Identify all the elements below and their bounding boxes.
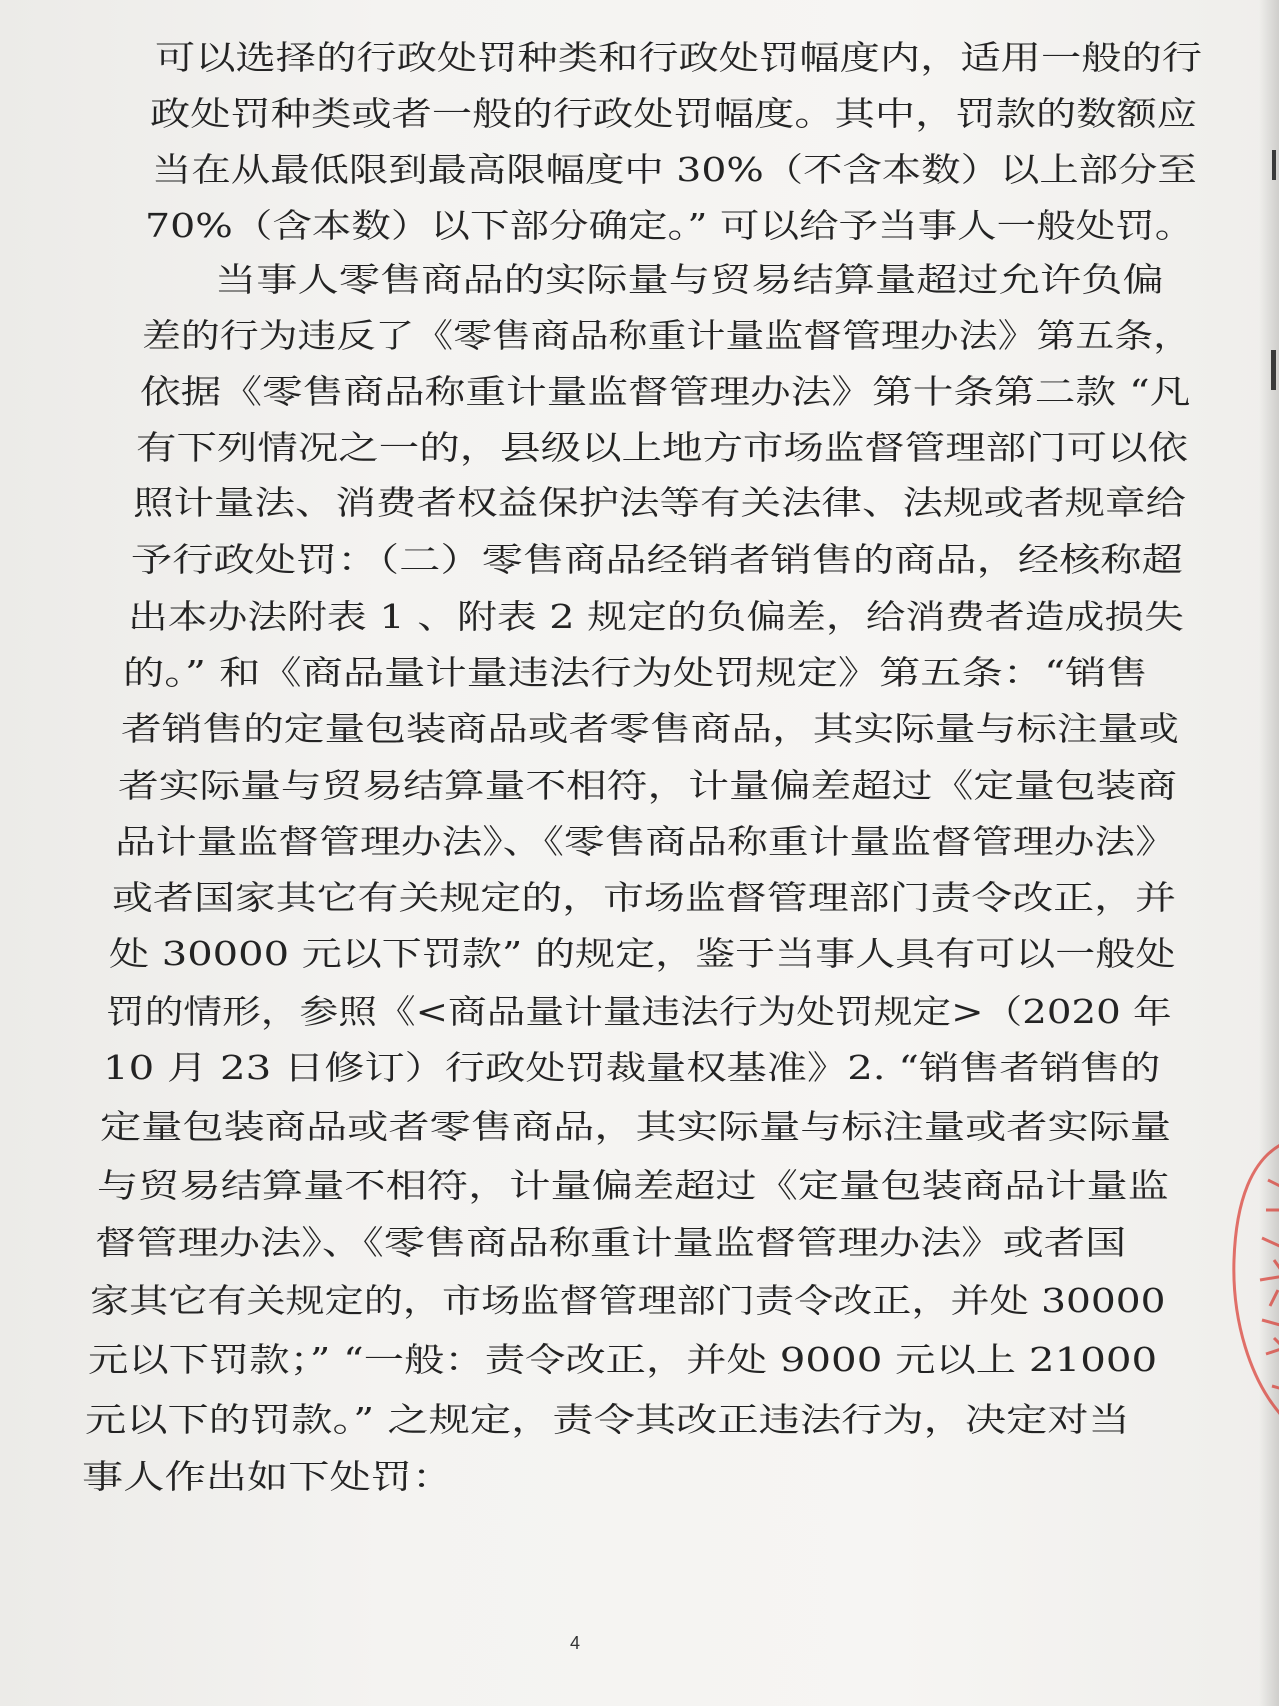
text-line: 定量包装商品或者零售商品，其实际量与标注量或者实际量 (100, 1107, 1172, 1146)
text-line: 有下列情况之一的，县级以上地方市场监督管理部门可以依 (136, 428, 1188, 467)
text-line: 家其它有关规定的，市场监督管理部门责令改正，并处 30000 (90, 1281, 1166, 1320)
text-line: 者实际量与贸易结算量不相符，计量偏差超过《定量包装商 (118, 766, 1178, 805)
text-line: 与贸易结算量不相符，计量偏差超过《定量包装商品计量监 (97, 1166, 1169, 1205)
text-line: 元以下罚款；” “一般：责令改正，并处 9000 元以上 21000 (88, 1340, 1158, 1379)
text-line: 照计量法、消费者权益保护法等有关法律、法规或者规章给 (133, 483, 1187, 522)
text-line: 元以下的罚款。” 之规定，责令其改正违法行为，决定对当 (85, 1400, 1130, 1439)
text-line: 70%（含本数）以下部分确定。” 可以给予当事人一般处罚。 (145, 206, 1195, 245)
text-line: 差的行为违反了《零售商品称重计量监督管理办法》第五条， (142, 316, 1193, 355)
text-line: 出本办法附表 1 、附表 2 规定的负偏差，给消费者造成损失 (128, 597, 1184, 636)
page-number: 4 (570, 1633, 581, 1653)
text-line: 可以选择的行政处罚种类和行政处罚幅度内，适用一般的行 (155, 38, 1203, 77)
text-line: 予行政处罚：（二）零售商品经销者销售的商品，经核称超 (131, 540, 1183, 579)
text-line: 者销售的定量包装商品或者零售商品，其实际量与标注量或 (121, 709, 1179, 748)
text-line: 当在从最低限到最高限幅度中 30%（不含本数）以上部分至 (152, 150, 1197, 189)
text-line: 依据《零售商品称重计量监督管理办法》第十条第二款 “凡 (140, 372, 1191, 411)
text-line: 或者国家其它有关规定的，市场监督管理部门责令改正，并 (112, 878, 1177, 917)
text-line: 的。” 和《商品量计量违法行为处罚规定》第五条：“销售 (123, 653, 1148, 692)
text-line: 当事人零售商品的实际量与贸易结算量超过允许负偏 (215, 260, 1164, 299)
text-line: 罚的情形，参照《<商品量计量违法行为处罚规定>（2020 年 (106, 992, 1172, 1031)
red-seal-stamp (1222, 1140, 1279, 1420)
text-line: 10 月 23 日修订）行政处罚裁量权基准》2. “销售者销售的 (103, 1048, 1161, 1087)
text-line: 处 30000 元以下罚款” 的规定，鉴于当事人具有可以一般处 (109, 934, 1176, 973)
text-line: 品计量监督管理办法》、《零售商品称重计量监督管理办法》 (115, 822, 1177, 861)
text-line: 事人作出如下处罚： (82, 1457, 454, 1496)
text-line: 督管理办法》、《零售商品称重计量监督管理办法》或者国 (95, 1223, 1127, 1262)
text-line: 政处罚种类或者一般的行政处罚幅度。其中，罚款的数额应 (150, 94, 1198, 133)
